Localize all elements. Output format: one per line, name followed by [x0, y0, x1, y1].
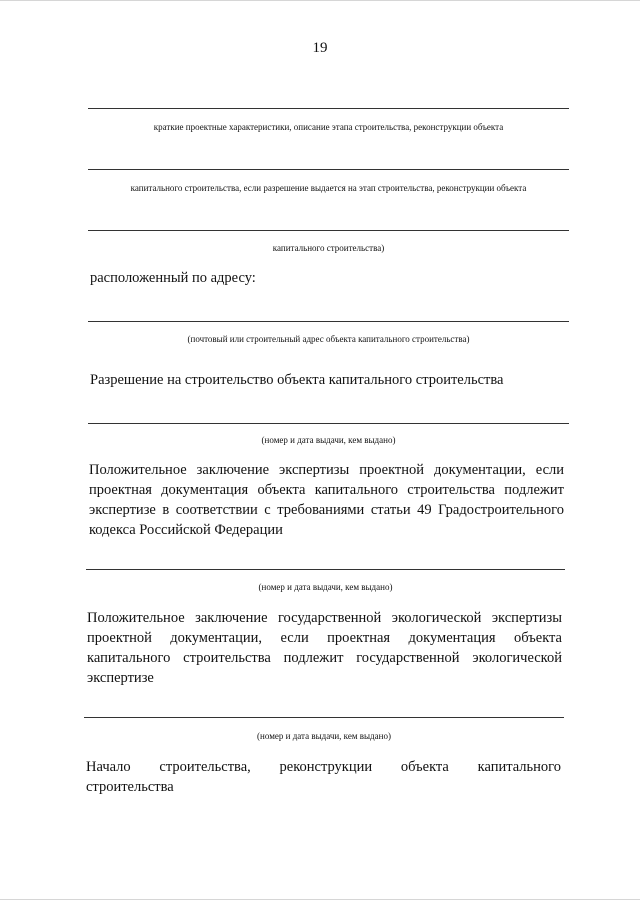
permit-label: Разрешение на строительство объекта капитального строительства — [90, 372, 504, 388]
eco-expertise-line: проектной документации, если проектная документация объекта — [87, 630, 562, 646]
construction-start-paragraph — [86, 757, 561, 797]
blank-line-2 — [88, 169, 569, 170]
blank-line-1 — [88, 108, 569, 109]
caption-capital-construction: капитального строительства) — [272, 243, 385, 253]
page-top-edge — [0, 0, 640, 1]
caption-project-characteristics: краткие проектные характеристики, описание этапа строительства, реконструкции объекта — [153, 122, 504, 132]
expertise-line: проектная документация объекта капитального строительства подлежит — [89, 482, 564, 498]
eco-expertise-line: капитального строительства подлежит государственной экологической — [87, 650, 562, 666]
expertise-line: Положительное заключение экспертизы проектной документации, если — [89, 462, 564, 478]
caption-construction-stage: капитального строительства, если разрешение выдается на этап строительства, реконструкции объекта — [130, 183, 527, 193]
eco-expertise-line: Положительное заключение государственной экологической экспертизы — [87, 610, 562, 626]
expertise-line: кодекса Российской Федерации — [89, 522, 283, 538]
caption-address: (почтовый или строительный адрес объекта капитального строительства) — [187, 334, 470, 344]
eco-expertise-line: экспертизе — [87, 670, 154, 686]
blank-line-permit — [88, 423, 569, 424]
address-label: расположенный по адресу: — [90, 270, 256, 286]
construction-start-line: строительства — [86, 779, 174, 795]
blank-line-address — [88, 321, 569, 322]
blank-line-3 — [88, 230, 569, 231]
caption-eco-expertise-number: (номер и дата выдачи, кем выдано) — [257, 731, 391, 741]
blank-line-eco-expertise — [84, 717, 564, 718]
caption-expertise-number: (номер и дата выдачи, кем выдано) — [258, 582, 393, 592]
construction-start-line: Начало строительства, реконструкции объекта капитального — [86, 759, 561, 775]
eco-expertise-paragraph — [87, 608, 562, 688]
expertise-paragraph — [89, 460, 564, 540]
expertise-line: экспертизе в соответствии с требованиями статьи 49 Градостроительного — [89, 502, 564, 518]
caption-permit-number: (номер и дата выдачи, кем выдано) — [261, 435, 396, 445]
page-number: 19 — [312, 40, 328, 56]
blank-line-expertise — [86, 569, 565, 570]
